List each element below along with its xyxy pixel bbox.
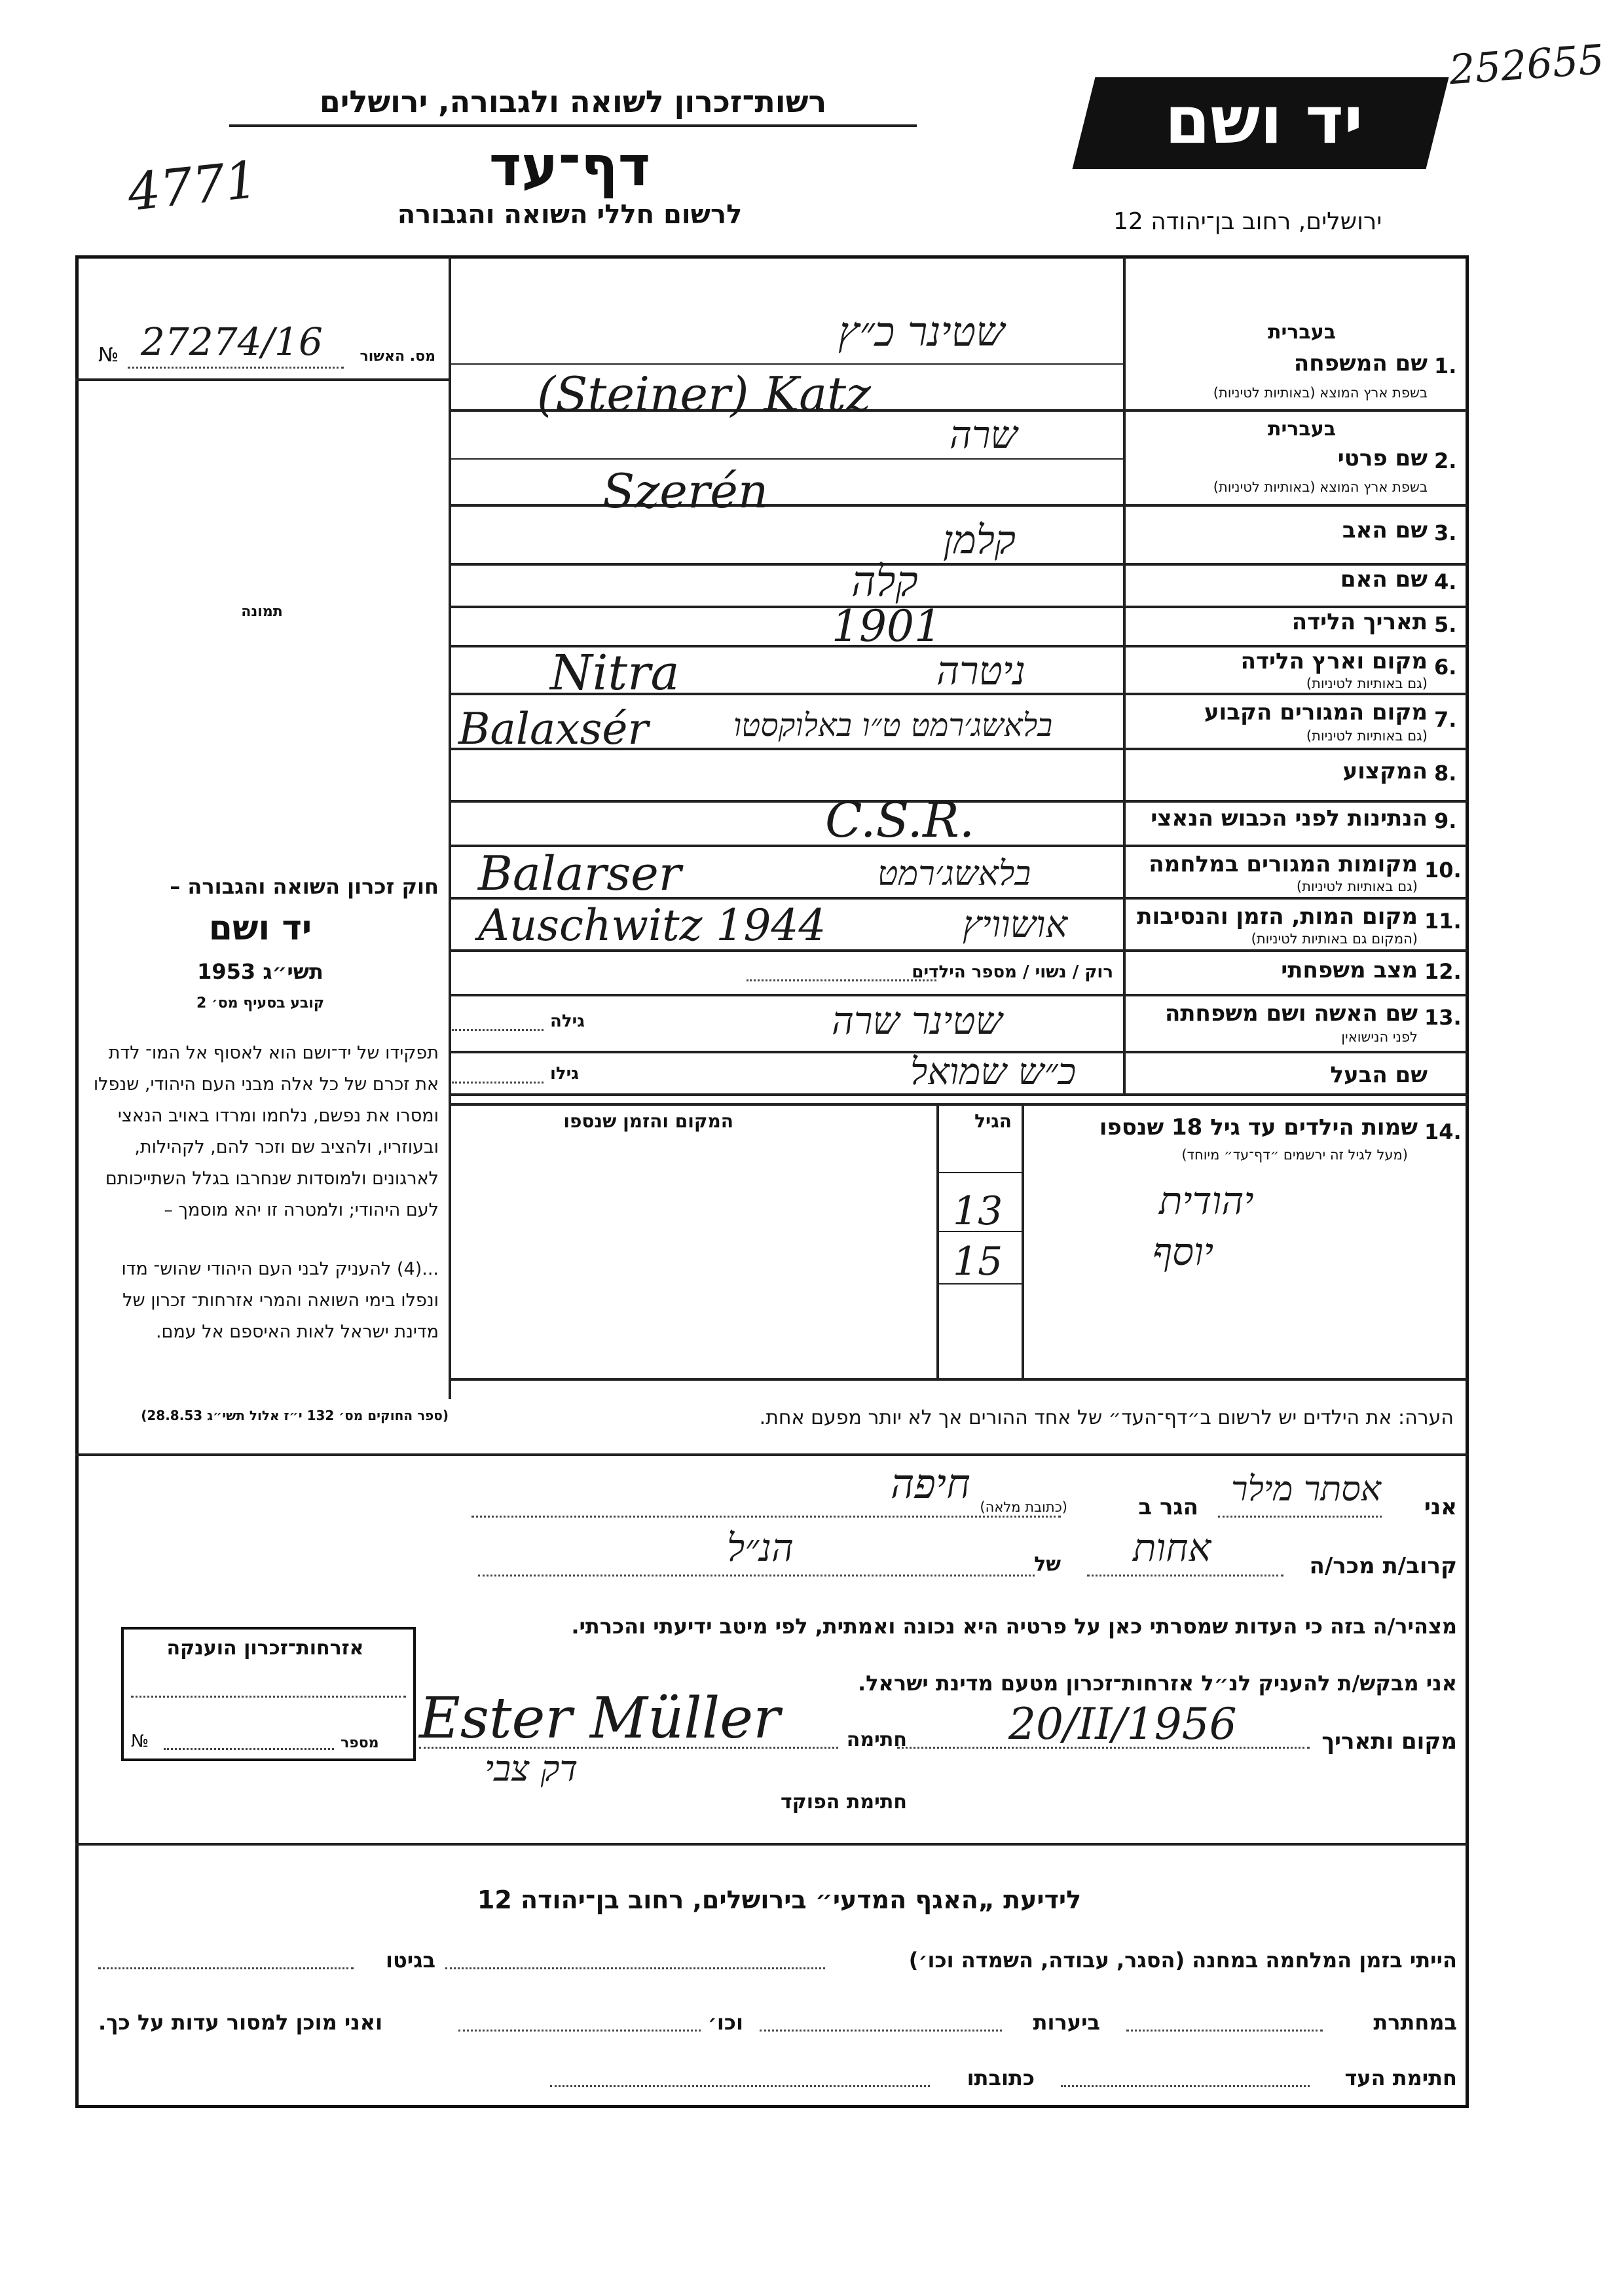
form-title: דף־עד xyxy=(489,134,651,198)
authority-title: רשות־זכרון לשואה ולגבורה, ירושלים xyxy=(319,84,827,119)
declarant-ani: אני xyxy=(1424,1494,1457,1520)
field-12-dotted xyxy=(747,979,936,981)
field-4-value: קלה xyxy=(851,558,918,606)
declarant-name-dotted xyxy=(1218,1516,1382,1518)
field-12-number: 12. xyxy=(1424,959,1462,984)
field-7-label: מקום המגורים הקבוע xyxy=(1204,699,1428,725)
officer-label: חתימת הפוקד xyxy=(781,1791,907,1813)
children-top-line xyxy=(449,1103,1467,1106)
children-divider-1 xyxy=(936,1103,939,1378)
field-7-sub: (גם באותיות לטיניות) xyxy=(1306,728,1428,744)
field-2-sub: בשפת ארץ המוצא (באותיות לטיניות) xyxy=(1213,479,1428,495)
children-title: שמות הילדים עד גיל 18 שנספו xyxy=(1099,1114,1418,1140)
declarant-signature: Ester Müller xyxy=(419,1686,781,1751)
archive-number: 252655 xyxy=(1448,35,1606,94)
field-7-latin-value: Balaxsér xyxy=(458,704,649,754)
declaration-text: מצהיר/ה בזה כי העדות שמסרתי כאן על פרטיה היא נכונה ואמתית, לפי מיטב ידיעתי והכרתי. xyxy=(571,1614,1457,1639)
form-subtitle: לרשום חללי השואה והגבורה xyxy=(397,200,743,230)
field-5-number: 5. xyxy=(1434,612,1457,637)
logo-text: יד ושם xyxy=(1164,82,1363,158)
declarant-of-label: של xyxy=(1034,1553,1061,1576)
bottom-line1-dotted-2 xyxy=(98,1967,354,1969)
place-date-label: מקום ותאריך xyxy=(1321,1728,1457,1755)
declarant-address-dotted xyxy=(471,1516,1061,1518)
law-clause: קובע בסעיף מס׳ 2 xyxy=(196,995,325,1011)
husband-age-label: גילו xyxy=(550,1064,579,1084)
left-column-divider xyxy=(449,257,451,1399)
approval-number-no: № xyxy=(98,344,119,367)
request-text: אני מבקש/ת להעניק לנ״ל אזרחות־זכרון מטעם מדינת ישראל. xyxy=(858,1671,1457,1696)
officer-signature: דק צבי xyxy=(485,1748,578,1789)
bottom-line2-dotted-1 xyxy=(1126,2030,1323,2032)
bottom-line3-a: חתימת העד xyxy=(1344,2066,1457,2090)
field-13-age-dotted xyxy=(452,1029,544,1031)
signature-label: חתימה xyxy=(846,1728,907,1751)
field-13-sub: לפני הנישואין xyxy=(1341,1029,1418,1045)
field-13-age-label: גילה xyxy=(550,1011,585,1031)
field-6-number: 6. xyxy=(1434,655,1457,680)
husband-label: שם הבעל xyxy=(1330,1062,1428,1088)
declarant-date: 20/II/1956 xyxy=(1008,1699,1237,1749)
bottom-line3-b: כתובתו xyxy=(967,2066,1035,2090)
field-6-label: מקום וארץ הלידה xyxy=(1240,648,1428,674)
declarant-resident-label: הגר ב xyxy=(1138,1494,1198,1520)
field-12-value: רוק / נשוי / מספר הילדים xyxy=(912,962,1113,982)
bottom-line2-a: במחתרת xyxy=(1373,2010,1457,2035)
citizenship-title: אזרחות־זכרון הוענקה xyxy=(166,1637,364,1660)
approval-dotted xyxy=(128,367,344,369)
husband-value: כ״ש שמואל xyxy=(910,1051,1077,1093)
child-2-name: יוסף xyxy=(1153,1230,1214,1274)
authority-underline xyxy=(229,124,917,127)
row1-split xyxy=(449,363,1123,365)
field-6-sub: (גם באותיות לטיניות) xyxy=(1306,676,1428,691)
row-line-12 xyxy=(449,994,1467,996)
field-11-number: 11. xyxy=(1424,909,1462,934)
bottom-line2-b: ביערות xyxy=(1033,2010,1100,2035)
field-2-number: 2. xyxy=(1434,448,1457,473)
field-12-label: מצב משפחתי xyxy=(1281,957,1418,983)
field-7-number: 7. xyxy=(1434,707,1457,732)
field-3-value: קלמן xyxy=(943,517,1016,563)
row2-split xyxy=(449,458,1123,460)
field-13-number: 13. xyxy=(1424,1005,1462,1030)
children-age-header: הגיל xyxy=(974,1110,1012,1132)
field-7-heb-value: בלאשג׳רמט ט״ו באלוקסטו xyxy=(733,707,1053,744)
bottom-line3-dotted-1 xyxy=(1061,2085,1310,2087)
citizenship-number-mark: № xyxy=(131,1732,149,1751)
field-11-sub: (המקום גם באותיות לטיניות) xyxy=(1251,931,1418,947)
photo-label: תמונה xyxy=(241,604,283,620)
handwritten-reference: 4771 xyxy=(124,150,261,223)
field-11-label: מקום המות, הזמן והנסיבות xyxy=(1137,903,1418,930)
field-1-heb-tag: בעברית xyxy=(1268,321,1336,344)
bottom-line1-dotted-1 xyxy=(445,1967,825,1969)
law-name: יד ושם xyxy=(208,909,312,948)
bottom-title: לידיעת „האגף המדעי״ בירושלים, רחוב בן־יהודה 12 xyxy=(477,1886,1082,1914)
citizenship-dotted-2 xyxy=(164,1748,334,1750)
approval-number: 27274/16 xyxy=(141,319,323,364)
bottom-line2-dotted-3 xyxy=(458,2030,701,2032)
field-5-label: תאריך הלידה xyxy=(1291,609,1428,635)
row-line-2 xyxy=(449,504,1467,507)
declarant-of-dotted xyxy=(478,1575,1035,1576)
declarant-relation-dotted xyxy=(1087,1575,1283,1576)
law-year: תשי״ג 1953 xyxy=(197,959,323,984)
field-6-latin-value: Nitra xyxy=(550,645,680,701)
label-column-divider xyxy=(1123,257,1126,1093)
field-10-number: 10. xyxy=(1424,858,1462,883)
row-line-4 xyxy=(449,606,1467,608)
field-3-number: 3. xyxy=(1434,520,1457,545)
law-text-1: תפקידו של יד־ושם הוא לאסוף אל המו־ לדת את זכרם של כל אלה מבני העם היהודי, שנפלו ומסרו את נפשם, נלחמו ומרדו באויב הנאצי ובעוזריו, ולהציב שם וזכר להם, לקהילות, לארגונים ולמוסדות שנחרבו בגלל השתייכותם לעם היהודי; ולמטרה זו יהא מוסמך – xyxy=(93,1043,439,1220)
field-13-value: שטינר שרה xyxy=(832,998,1003,1043)
field-2-latin-value: Szerén xyxy=(602,464,769,519)
note-top-line xyxy=(449,1378,1467,1381)
child-1-name: יהודית xyxy=(1159,1178,1254,1223)
children-header-line xyxy=(936,1172,1022,1173)
field-1-label: שם המשפחה xyxy=(1293,350,1428,376)
header-address: ירושלים, רחוב בן־יהודה 12 xyxy=(1113,208,1382,235)
field-10-latin-value: Balarser xyxy=(478,846,682,901)
children-number: 14. xyxy=(1424,1120,1462,1144)
bottom-section-line xyxy=(75,1843,1467,1846)
field-5-value: 1901 xyxy=(832,601,942,651)
child-2-age: 15 xyxy=(953,1239,1003,1285)
husband-age-dotted xyxy=(452,1082,544,1084)
field-1-sub: בשפת ארץ המוצא (באותיות לטיניות) xyxy=(1213,385,1428,401)
field-2-heb-tag: בעברית xyxy=(1268,418,1336,441)
declarant-of-name: הנ״ל xyxy=(727,1525,794,1570)
declarant-address-hint: (כתובת מלאה) xyxy=(980,1499,1067,1515)
field-13-label: שם האשה ושם משפחתה xyxy=(1164,1000,1418,1027)
field-10-label: מקומות המגורים במלחמה xyxy=(1149,851,1418,877)
bottom-line2-end: ואני מוכן למסור עדות על כך. xyxy=(98,2010,383,2035)
bottom-line1-text: הייתי בזמן המלחמה במחנה (הסגר, עבודה, השמדה וכו׳) xyxy=(908,1948,1457,1973)
law-title: חוק זכרון השואה והגבורה – xyxy=(170,874,439,899)
declarant-relative-label: קרוב/ת מכר/ה xyxy=(1309,1553,1457,1579)
field-11-heb-value: אושוויץ xyxy=(963,903,1068,946)
bottom-line1-end: בגיטו xyxy=(386,1948,435,1973)
field-10-sub: (גם באותיות לטיניות) xyxy=(1296,879,1418,894)
row-line-3 xyxy=(449,563,1467,566)
declarant-relation: אחות xyxy=(1133,1525,1211,1570)
field-3-label: שם האב xyxy=(1342,517,1428,543)
field-8-label: המקצוע xyxy=(1342,758,1428,784)
bottom-line2-c: וכו׳ xyxy=(707,2010,743,2035)
field-4-label: שם האם xyxy=(1340,566,1428,592)
field-6-heb-value: ניטרה xyxy=(936,648,1026,694)
note-text: הערה: את הילדים יש לרשום ב״דף־העד״ של אחד ההורים אך לא יותר מפעם אחת. xyxy=(759,1406,1454,1429)
field-4-number: 4. xyxy=(1434,570,1457,594)
law-reference: (ספר החוקים מס׳ 132 י״ז אלול תשי״ג 28.8.53) xyxy=(141,1408,449,1423)
law-text-2: ...(4) להעניק לבני העם היהודי שהוש־ מדו ונפלו בימי השואה והמרי אזרחות־ זכרון של מדינת ישראל לאות האיספם אל עמם. xyxy=(121,1259,439,1342)
children-divider-2 xyxy=(1022,1103,1024,1378)
note-bottom-line xyxy=(75,1453,1467,1456)
declarant-name: אסתר מילר xyxy=(1231,1470,1381,1509)
declarant-address: חיפה xyxy=(891,1460,970,1508)
citizenship-number-label: מספר xyxy=(341,1735,379,1751)
field-9-number: 9. xyxy=(1434,809,1457,833)
approval-line xyxy=(75,378,450,381)
field-1-latin-value: (Steiner) Katz xyxy=(537,367,871,422)
field-11-latin-value: Auschwitz 1944 xyxy=(478,900,826,951)
citizenship-dotted-1 xyxy=(131,1696,406,1698)
field-9-value: C.S.R. xyxy=(825,792,975,848)
bottom-line3-dotted-2 xyxy=(550,2085,930,2087)
field-9-label: הנתינות לפני הכבוש הנאצי xyxy=(1151,805,1428,831)
children-place-header: המקום והזמן שנספו xyxy=(563,1110,733,1132)
field-8-number: 8. xyxy=(1434,761,1457,786)
approval-label: מס. האשור xyxy=(360,348,435,365)
field-2-label: שם פרטי xyxy=(1337,445,1428,471)
field-10-heb-value: בלאשג׳רמט xyxy=(877,854,1031,894)
children-sub: (מעל לגיל זה ירשמים ״דף־עד״ מיוחד) xyxy=(1181,1147,1408,1163)
field-1-number: 1. xyxy=(1434,354,1457,378)
field-1-heb-value: שטינר כ״ץ xyxy=(838,308,1005,355)
child-1-age: 13 xyxy=(953,1188,1003,1234)
field-2-heb-value: שרה xyxy=(950,412,1018,457)
bottom-line2-dotted-2 xyxy=(760,2030,1002,2032)
row-line-14 xyxy=(449,1093,1467,1096)
